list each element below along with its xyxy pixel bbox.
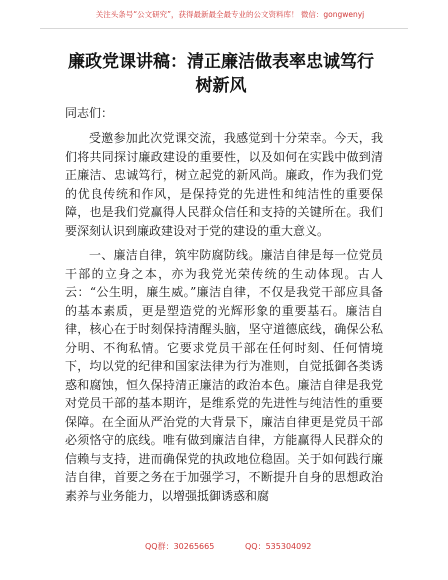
paragraph-section-1: 一、廉洁自律，筑牢防腐防线。廉洁自律是每一位党员干部的立身之本，亦为我党光荣传统的生动体现。古人云：“公生明，廉生威。”廉洁自律，不仅是我党干部应具备的基本素质，更是塑造党的光辉形象的重要基石。廉洁自律，核心在于时刻保持清醒头脑，坚守道德底线，确保公私分明、不徇私情。它要求党员干部在任何时刻、任何情境下，均以党的纪律和国家法律为行为准则，自觉抵御各类诱惑和腐蚀，恒久保持清正廉洁的政治本色。廉洁自律是我党对党员干部的基本期许，是维系党的先进性与纯洁性的重要保障。在全面从严治党的大背景下，廉洁自律更是党员干部必须恪守的底线。唯有做到廉洁自律，方能赢得人民群众的信赖与支持，进而确保党的执政地位稳固。关于如何践行廉洁自律，首要之务在于加强学习，不断提升自身的思想政治素养与业务能力，以增强抵御诱惑和腐 <box>65 248 383 503</box>
footer-qq-contact: QQ：535304092 <box>245 542 312 551</box>
header-divider <box>40 28 408 29</box>
header-note: 关注头条号“公文研究”，获得最新最全最专业的公文资料库！ 微信：gongwenyj <box>95 10 365 19</box>
footer-qq-group: QQ群：30265665 <box>145 542 215 551</box>
paragraph-intro: 受邀参加此次党课交流，我感觉到十分荣幸。今天，我们将共同探讨廉政建设的重要性，以及如何在实践中做到清正廉洁、忠诚笃行，树立起党的新风尚。廉政，作为我们党的优良传统和作风，是保持党的先进性和纯洁性的重要保障，也是我们党赢得人民群众信任和支持的关键所在。我们要深刻认识到廉政建设对于党的建设的重大意义。 <box>65 131 383 238</box>
greeting: 同志们： <box>65 106 114 120</box>
document-body <box>65 129 383 505</box>
document-title: 廉政党课讲稿：清正廉洁做表率忠诚笃行树新风 <box>68 52 374 96</box>
